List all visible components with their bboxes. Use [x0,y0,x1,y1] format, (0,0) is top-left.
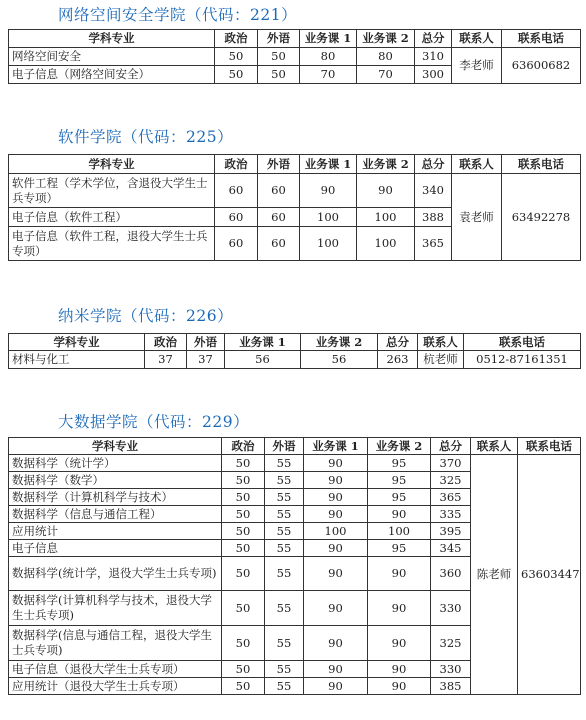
cell-politics: 50 [222,557,265,591]
cell-major: 材料与化工 [9,351,145,369]
cell-total: 385 [431,678,471,695]
header-politics: 政治 [222,438,265,455]
header-politics: 政治 [215,30,258,48]
cell-politics: 50 [222,489,265,506]
header-foreign-language: 外语 [258,30,300,48]
cell-foreign-language: 55 [265,557,304,591]
cell-course-2: 90 [368,557,431,591]
cell-course-2: 90 [368,591,431,626]
score-table-cyber-security [8,29,581,84]
header-course-1: 业务课 1 [225,334,301,351]
cell-contact: 李老师 [452,48,502,84]
cell-total: 340 [415,174,452,208]
cell-major: 电子信息（软件工程，退役大学生士兵专项） [9,227,215,261]
score-table-software [8,154,581,261]
cell-major: 应用统计 [9,523,222,540]
header-major: 学科专业 [9,155,215,174]
cell-major: 数据科学（信息与通信工程） [9,506,222,523]
cell-course-1: 90 [304,678,368,695]
cell-major: 数据科学（计算机科学与技术） [9,489,222,506]
cell-foreign-language: 55 [265,506,304,523]
header-major: 学科专业 [9,438,222,455]
header-contact: 联系人 [452,155,502,174]
cell-contact: 杭老师 [418,351,464,369]
cell-course-2: 95 [368,540,431,557]
cell-course-2: 80 [357,48,415,66]
cell-course-1: 80 [300,48,357,66]
header-phone: 联系电话 [464,334,581,351]
cell-total: 345 [431,540,471,557]
header-foreign-language: 外语 [187,334,225,351]
header-total: 总分 [415,155,452,174]
cell-total: 310 [415,48,452,66]
cell-major: 数据科学(信息与通信工程，退役大学生士兵专项) [9,626,222,661]
table-header-row [9,30,581,48]
cell-course-2: 95 [368,489,431,506]
cell-total: 330 [431,591,471,626]
cell-total: 365 [431,489,471,506]
cell-total: 395 [431,523,471,540]
cell-phone: 0512-87161351 [464,351,581,369]
cell-course-2: 100 [357,208,415,227]
cell-total: 370 [431,455,471,472]
header-phone: 联系电话 [502,30,581,48]
header-contact: 联系人 [471,438,518,455]
cell-politics: 50 [222,626,265,661]
header-course-1: 业务课 1 [300,30,357,48]
header-contact: 联系人 [452,30,502,48]
cell-course-2: 56 [301,351,378,369]
header-politics: 政治 [145,334,187,351]
cell-major: 数据科学(计算机科学与技术，退役大学生士兵专项) [9,591,222,626]
cell-course-1: 90 [304,540,368,557]
cell-total: 365 [415,227,452,261]
cell-foreign-language: 55 [265,489,304,506]
header-course-2: 业务课 2 [357,155,415,174]
table-row [9,351,581,369]
table-row [9,174,581,208]
cell-major: 数据科学(统计学，退役大学生士兵专项) [9,557,222,591]
header-contact: 联系人 [418,334,464,351]
cell-major: 数据科学（统计学） [9,455,222,472]
cell-phone: 63492278 [502,174,581,261]
cell-total: 330 [431,661,471,678]
cell-course-2: 95 [368,472,431,489]
cell-major: 网络空间安全 [9,48,215,66]
cell-total: 300 [415,66,452,84]
cell-course-2: 90 [368,506,431,523]
header-major: 学科专业 [9,30,215,48]
cell-foreign-language: 60 [258,174,300,208]
cell-course-1: 56 [225,351,301,369]
cell-politics: 60 [215,174,258,208]
cell-politics: 50 [215,48,258,66]
cell-foreign-language: 55 [265,661,304,678]
header-politics: 政治 [215,155,258,174]
table-header-row [9,155,581,174]
section-title-nano: 纳米学院（代码：226） [58,307,234,325]
cell-politics: 50 [222,455,265,472]
cell-foreign-language: 37 [187,351,225,369]
table-row [9,48,581,66]
cell-course-1: 90 [300,174,357,208]
score-table-big-data [8,437,581,695]
cell-phone: 63600682 [502,48,581,84]
cell-major: 电子信息 [9,540,222,557]
header-major: 学科专业 [9,334,145,351]
header-course-2: 业务课 2 [357,30,415,48]
cell-politics: 60 [215,208,258,227]
cell-course-2: 90 [368,678,431,695]
cell-politics: 50 [222,506,265,523]
cell-foreign-language: 55 [265,455,304,472]
header-total: 总分 [431,438,471,455]
cell-foreign-language: 50 [258,48,300,66]
header-foreign-language: 外语 [265,438,304,455]
cell-total: 360 [431,557,471,591]
cell-major: 电子信息（退役大学生士兵专项） [9,661,222,678]
cell-course-2: 90 [368,661,431,678]
header-foreign-language: 外语 [258,155,300,174]
header-course-1: 业务课 1 [300,155,357,174]
cell-course-1: 70 [300,66,357,84]
cell-foreign-language: 60 [258,227,300,261]
cell-foreign-language: 55 [265,678,304,695]
cell-course-1: 90 [304,455,368,472]
cell-politics: 50 [222,678,265,695]
cell-major: 电子信息（软件工程） [9,208,215,227]
header-total: 总分 [415,30,452,48]
cell-course-1: 100 [300,208,357,227]
cell-foreign-language: 60 [258,208,300,227]
cell-phone: 63603447 [518,455,581,695]
cell-foreign-language: 55 [265,591,304,626]
cell-politics: 50 [222,523,265,540]
cell-course-1: 90 [304,557,368,591]
cell-course-2: 100 [357,227,415,261]
cell-politics: 50 [222,472,265,489]
cell-politics: 37 [145,351,187,369]
cell-foreign-language: 55 [265,540,304,557]
cell-course-2: 70 [357,66,415,84]
header-phone: 联系电话 [502,155,581,174]
cell-foreign-language: 55 [265,472,304,489]
header-course-2: 业务课 2 [301,334,378,351]
header-course-2: 业务课 2 [368,438,431,455]
cell-total: 325 [431,626,471,661]
cell-course-1: 90 [304,506,368,523]
cell-total: 325 [431,472,471,489]
cell-foreign-language: 55 [265,626,304,661]
cell-course-2: 95 [368,455,431,472]
table-row [9,455,581,472]
cell-course-1: 90 [304,626,368,661]
section-title-big-data: 大数据学院（代码：229） [58,413,250,431]
cell-major: 数据科学（数学） [9,472,222,489]
cell-politics: 50 [222,591,265,626]
cell-foreign-language: 55 [265,523,304,540]
header-phone: 联系电话 [518,438,581,455]
cell-contact: 陈老师 [471,455,518,695]
cell-course-1: 100 [304,523,368,540]
cell-politics: 60 [215,227,258,261]
cell-major: 应用统计（退役大学生士兵专项） [9,678,222,695]
cell-course-2: 100 [368,523,431,540]
header-course-1: 业务课 1 [304,438,368,455]
cell-course-2: 90 [357,174,415,208]
cell-politics: 50 [215,66,258,84]
cell-total: 263 [378,351,418,369]
cell-course-1: 90 [304,489,368,506]
section-title-cyber-security: 网络空间安全学院（代码：221） [58,6,298,24]
cell-total: 388 [415,208,452,227]
cell-contact: 袁老师 [452,174,502,261]
cell-foreign-language: 50 [258,66,300,84]
table-header-row [9,438,581,455]
cell-course-2: 90 [368,626,431,661]
cell-course-1: 90 [304,591,368,626]
cell-total: 335 [431,506,471,523]
cell-major: 电子信息（网络空间安全） [9,66,215,84]
cell-major: 软件工程（学术学位，含退役大学生士兵专项） [9,174,215,208]
score-table-nano [8,333,581,369]
cell-politics: 50 [222,540,265,557]
cell-politics: 50 [222,661,265,678]
cell-course-1: 90 [304,472,368,489]
cell-course-1: 100 [300,227,357,261]
table-header-row [9,334,581,351]
cell-course-1: 90 [304,661,368,678]
section-title-software: 软件学院（代码：225） [58,128,234,146]
header-total: 总分 [378,334,418,351]
